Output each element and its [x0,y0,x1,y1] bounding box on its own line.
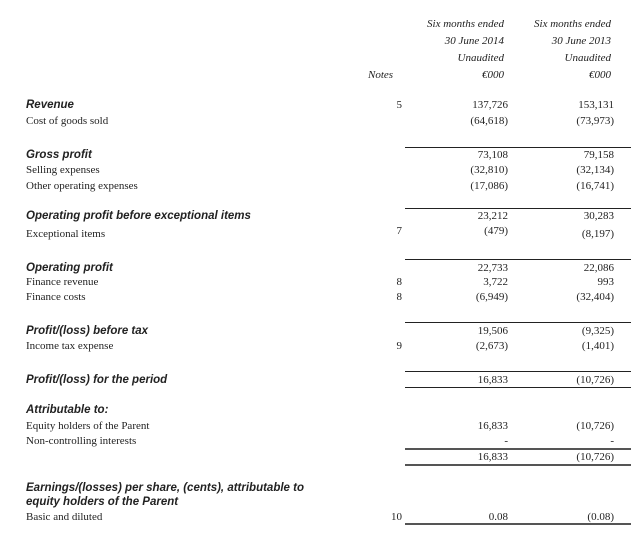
col2-header-line2: 30 June 2013 [551,35,611,47]
col1-header-line2: 30 June 2014 [444,35,504,47]
op-profit-label: Operating profit [26,262,113,274]
subtotal-rule [405,259,631,260]
nci-2013: - [610,435,614,447]
pbt-label: Profit/(loss) before tax [26,325,149,337]
op-before-exc-2013: 30,283 [583,210,614,222]
fin-rev-note: 8 [396,276,402,288]
other-op-label: Other operating expenses [26,180,138,192]
period-label: Profit/(loss) for the period [26,374,168,386]
op-profit-2013: 22,086 [583,262,614,274]
basic-note: 10 [391,511,402,523]
tax-2013: (1,401) [581,340,614,352]
cogs-label: Cost of goods sold [26,115,109,127]
fin-rev-2014: 3,722 [483,276,508,288]
basic-2013: (0.08) [587,511,614,523]
period-2013: (10,726) [576,374,614,386]
col1-header-line3: Unaudited [457,52,504,64]
equity-2013: (10,726) [576,420,614,432]
exceptional-label: Exceptional items [26,228,106,240]
period-2014: 16,833 [477,374,508,386]
col2-header-line1: Six months ended [534,18,611,30]
equity-2014: 16,833 [477,420,508,432]
col2-header-line4: €000 [589,69,611,81]
fin-cost-2014: (6,949) [475,291,508,303]
subtotal-rule [405,322,631,323]
revenue-2014: 137,726 [472,99,508,111]
total-rule [405,523,631,525]
op-before-exc-label: Operating profit before exceptional items [26,210,251,222]
op-before-exc-2014: 23,212 [477,210,508,222]
basic-label: Basic and diluted [26,511,103,523]
col1-header-line1: Six months ended [427,18,504,30]
nci-label: Non-controlling interests [26,435,137,447]
fin-cost-note: 8 [396,291,402,303]
attrib-total-2014: 16,833 [477,451,508,463]
selling-2013: (32,134) [576,164,614,176]
subtotal-rule [405,147,631,148]
col1-header-line4: €000 [482,69,504,81]
gross-profit-label: Gross profit [26,149,92,161]
subtotal-rule [405,448,631,450]
notes-header: Notes [368,69,394,81]
nci-2014: - [504,435,508,447]
total-rule [405,387,631,388]
cogs-2013: (73,973) [576,115,614,127]
revenue-note: 5 [396,99,402,111]
revenue-label: Revenue [26,99,74,111]
eps-title-line1: Earnings/(losses) per share, (cents), attributable to [26,482,304,494]
tax-note: 9 [396,340,402,352]
equity-label: Equity holders of the Parent [26,420,150,432]
selling-2014: (32,810) [470,164,508,176]
col2-header-line3: Unaudited [564,52,611,64]
attrib-total-2013: (10,726) [576,451,614,463]
subtotal-rule [405,371,631,372]
fin-cost-label: Finance costs [26,291,86,303]
cogs-2014: (64,618) [470,115,508,127]
exceptional-2013: (8,197) [581,228,614,240]
op-profit-2014: 22,733 [477,262,508,274]
fin-rev-2013: 993 [597,276,614,288]
exceptional-note: 7 [396,225,402,237]
selling-label: Selling expenses [26,164,100,176]
other-op-2013: (16,741) [576,180,614,192]
attrib-label: Attributable to: [26,404,109,416]
tax-2014: (2,673) [475,340,508,352]
fin-rev-label: Finance revenue [26,276,99,288]
exceptional-2014: (479) [484,225,508,237]
pbt-2014: 19,506 [477,325,508,337]
other-op-2014: (17,086) [470,180,508,192]
pbt-2013: (9,325) [581,325,614,337]
fin-cost-2013: (32,404) [576,291,614,303]
gross-profit-2014: 73,108 [477,149,508,161]
eps-title-line2: equity holders of the Parent [26,496,179,508]
basic-2014: 0.08 [488,511,508,523]
revenue-2013: 153,131 [578,99,614,111]
tax-label: Income tax expense [26,340,114,352]
gross-profit-2013: 79,158 [583,149,614,161]
subtotal-rule [405,208,631,209]
total-rule [405,464,631,466]
